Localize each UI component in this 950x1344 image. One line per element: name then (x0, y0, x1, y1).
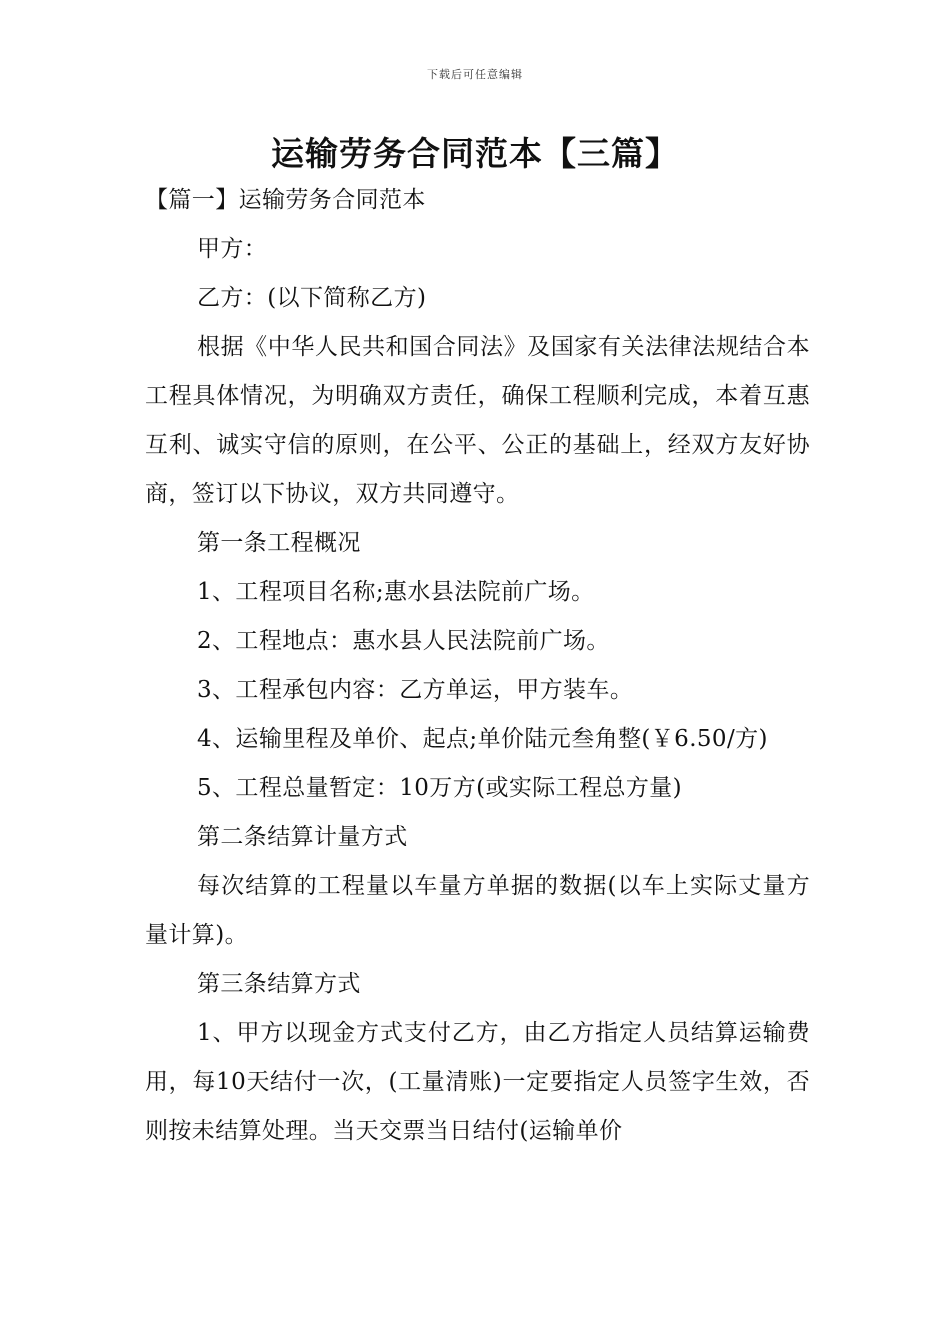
party-b-line: 乙方：(以下简称乙方) (197, 285, 427, 311)
article-heading-1: 第一条工程概况 (197, 530, 361, 556)
article-heading-2: 第二条结算计量方式 (197, 824, 408, 850)
clause-3-1: 1、甲方以现金方式支付乙方，由乙方指定人员结算运输费用，每10天结付一次，(工量清账)一定要指定人员签字生效，否则按未结算处理。当天交票当日结付(运输单价 (145, 1020, 810, 1144)
clause-1-4: 4、运输里程及单价、起点;单价陆元叁角整(￥6.50/方) (197, 726, 768, 752)
article-heading-3: 第三条结算方式 (197, 971, 361, 997)
header-note: 下载后可任意编辑 (427, 68, 523, 81)
section-heading: 【篇一】运输劳务合同范本 (145, 187, 426, 213)
document-title: 运输劳务合同范本【三篇】 (271, 134, 679, 173)
party-a-line: 甲方： (197, 236, 268, 262)
clause-1-1: 1、工程项目名称;惠水县法院前广场。 (197, 579, 595, 605)
clause-1-3: 3、工程承包内容：乙方单运，甲方装车。 (197, 677, 634, 703)
clause-2-body: 每次结算的工程量以车量方单据的数据(以车上实际丈量方量计算)。 (145, 873, 810, 948)
preamble-paragraph: 根据《中华人民共和国合同法》及国家有关法律法规结合本工程具体情况，为明确双方责任，确保工程顺利完成，本着互惠互利、诚实守信的原则，在公平、公正的基础上，经双方友好协商，签订以下协议，双方共同遵守。 (145, 334, 810, 507)
clause-1-2: 2、工程地点：惠水县人民法院前广场。 (197, 628, 610, 654)
clause-1-5: 5、工程总量暂定：10万方(或实际工程总方量) (197, 775, 683, 801)
document-body (145, 176, 810, 1156)
